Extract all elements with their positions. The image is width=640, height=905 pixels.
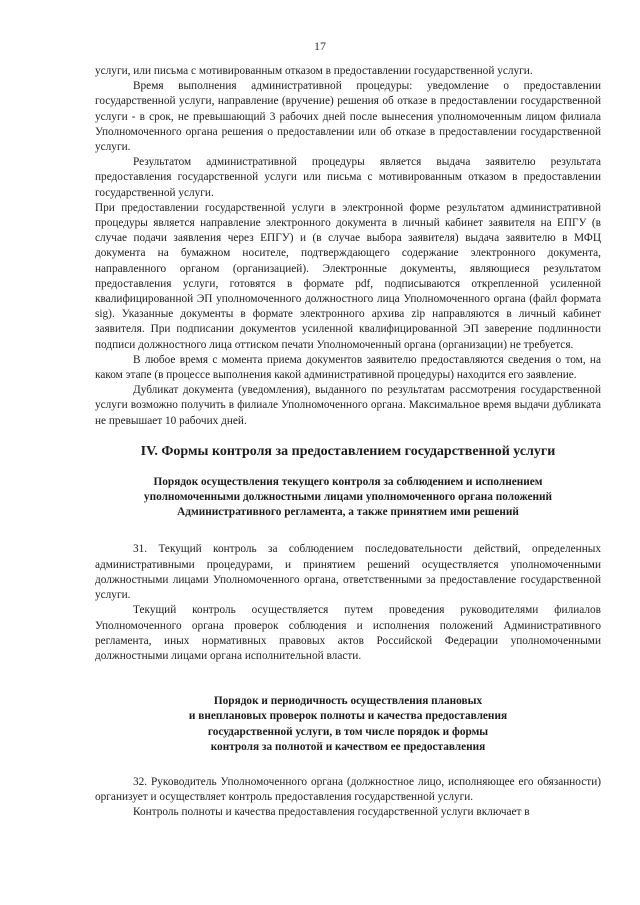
paragraph: услуги, или письма с мотивированным отказом в предоставлении государственной услуги. <box>95 65 533 77</box>
subheading-line: уполномоченными должностными лицами уполномоченного органа положений <box>143 491 553 504</box>
paragraph: 32. Руководитель Уполномоченного органа (должностное лицо, исполняющее его обязанности) организует и осуществляет контроль предоставления государственной услуги. <box>95 775 601 804</box>
subheading-line: государственной услуги, в том числе порядок и формы <box>207 725 489 738</box>
subheading-line: контроля за полнотой и качеством ее предоставления <box>210 740 486 753</box>
subheading-line: Административного регламента, а также принятием ими решений <box>177 506 519 519</box>
document-body <box>95 64 601 821</box>
paragraph: Результатом административной процедуры является выдача заявителю результата предоставления государственной услуги или письма с мотивированным отказом в предоставлении государственной услуги. <box>95 156 601 199</box>
paragraph: 31. Текущий контроль за соблюдением последовательности действий, определенных административными процедурами, и принятием решений осуществляется уполномоченными должностными лицами Уполномоченного органа, ответственными за предоставление государственной услуги. <box>95 543 601 602</box>
paragraph: Текущий контроль осуществляется путем проведения руководителями филиалов Уполномоченного органа проверок соблюдения и исполнения положений Административного регламента, иных нормативных правовых актов Российской Федерации уполномоченными должностными лицами органа исполнительной власти. <box>95 604 601 662</box>
paragraph: Контроль полноты и качества предоставления государственной услуги включает в <box>133 806 530 819</box>
paragraph: В любое время с момента приема документов заявителю предоставляются сведения о том, на каком этапе (в процессе выполнения какой административной процедуры) находится его заявление. <box>95 353 601 382</box>
section-heading: IV. Формы контроля за предоставлением государственной услуги <box>140 443 556 459</box>
subheading-line: Порядок и периодичность осуществления плановых <box>213 695 483 708</box>
paragraph: Дубликат документа (уведомления), выданного по результатам рассмотрения государственной услуги возможно получить в филиале Уполномоченного органа. Максимальное время выдачи дубликата не превышает 10 рабочих дней. <box>95 384 601 427</box>
paragraph: При предоставлении государственной услуги в электронной форме результатом административной процедуры является направление электронного документа в личный кабинет заявителя на ЕПГУ (в случае подачи заявления через ЕПГУ) и (в случае выбора заявителя) выдача заявителю в МФЦ документа на бумажном носителе, подтверждающего содержание электронного документа, направленного органом (организацией). Электронные документы, являющиеся результатом предоставления услуги, готовятся в формате pdf, подписываются открепленной усиленной квалифицированной ЭП уполномоченного должностного лица Уполномоченного органа (файл формата sig). Указанные документы в формате электронного архива zip направляются в личный кабинет заявителя. При подписании документов усиленной квалифицированной ЭП заверение подлинности подписи должностного лица оттиском печати Уполномоченный органа (организации) не требуется. <box>95 201 601 351</box>
paragraph: Время выполнения административной процедуры: уведомление о предоставлении государственной услуги, направление (вручение) решения об отказе в предоставлении государственной услуги - в срок, не превышающий 3 рабочих дней после вынесения уполномоченным лицом филиала Уполномоченного органа решения о предоставлении или об отказе в предоставлении государственной услуги. <box>95 80 601 154</box>
subheading <box>95 475 601 521</box>
subheading-line: и внеплановых проверок полноты и качества предоставления <box>188 710 508 723</box>
subheading <box>95 694 601 755</box>
page-number: 17 <box>314 39 326 53</box>
subheading-line: Порядок осуществления текущего контроля за соблюдением и исполнением <box>153 475 543 488</box>
